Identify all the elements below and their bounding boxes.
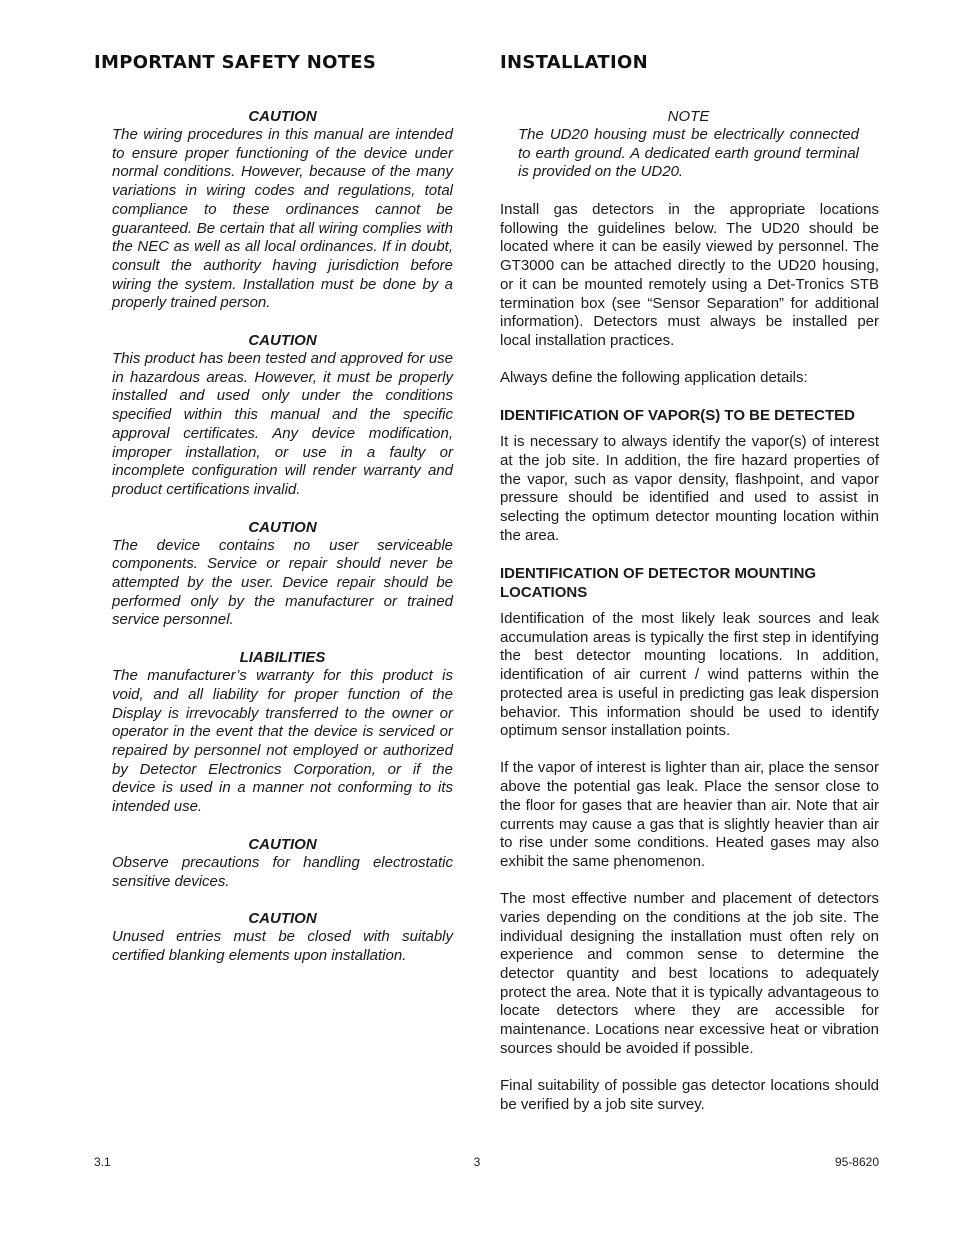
notice-title: CAUTION [248,835,317,853]
notice-liabilities [112,648,453,817]
safety-notices [112,107,453,984]
mounting-locations-heading: IDENTIFICATION OF DETECTOR MOUNTING LOCATIONS [500,565,817,602]
footer-page-number: 3 [473,1155,481,1169]
vapor-identification-paragraph: It is necessary to always identify the vapor(s) of interest at the job site. In addition, the fire hazard properties of the vapor, such as vapor density, flashpoint, and vapor pressure should be identified and used to assist in selecting the optimum detector mounting location within the area. [500,433,879,544]
notice-text: The wiring procedures in this manual are intended to ensure proper functioning of the device under normal conditions. However, because of the many variations in wiring codes and regulations, total compliance to these ordinances cannot be guaranteed. Be certain that all wiring complies with the NEC as well as all local ordinances. If in doubt, consult the authority having jurisdiction before wiring the system. Installation must be done by a properly trained person. [112,126,453,312]
notice-caution-unused-entries [112,909,453,965]
notice-title: LIABILITIES [239,649,326,667]
notice-text: The device contains no user serviceable components. Service or repair should never be attempted by the user. Device repair should be performed only by the manufacturer or trained service personnel. [112,536,453,629]
note-title: NOTE [667,108,710,125]
installation-body [500,201,879,1133]
notice-title: CAUTION [248,332,317,350]
notice-caution-wiring [112,107,453,313]
safety-notes-heading: IMPORTANT SAFETY NOTES [94,52,377,73]
notice-caution-hazardous-areas [112,331,453,500]
notice-text: This product has been tested and approved for use in hazardous areas. However, it must be properly installed and used only under the conditions specified within this manual and the specific approval certificates. Any device modification, improper installation, or use in a faulty or incomplete configuration will render warranty and product certifications invalid. [112,350,453,498]
notice-title: CAUTION [248,910,317,928]
notice-text: The manufacturer’s warranty for this product is void, and all liability for proper function of the Display is irrevocably transferred to the owner or operator in the event that the device is serviced or repaired by personnel not employed or authorized by Detector Electronics Corporation, or if the device is used in a manner not conforming to its intended use. [112,667,453,816]
notice-text: Unused entries must be closed with suitably certified blanking elements upon installation. [112,928,453,964]
notice-caution-electrostatic [112,835,453,891]
installation-heading: INSTALLATION [500,52,648,73]
footer-document-number: 95-8620 [834,1155,879,1169]
note-text: The UD20 housing must be electrically connected to earth ground. A dedicated earth ground terminal is provided on the UD20. [518,126,859,181]
footer-revision: 3.1 [94,1155,111,1169]
vapor-identification-heading: IDENTIFICATION OF VAPOR(S) TO BE DETECTED [500,407,856,425]
mounting-locations-paragraph: Identification of the most likely leak sources and leak accumulation areas is typically the first step in identifying the best detector mounting locations. In addition, identification of air current / wind patterns within the protected area is useful in predicting gas leak dispersion behavior. This information should be used to identify optimum sensor installation points. [500,610,879,740]
mounting-locations-paragraph: If the vapor of interest is lighter than air, place the sensor above the potential gas leak. Place the sensor close to the floor for gases that are heavier than air. Note that air currents may cause a gas that is slightly heavier than air to rise under some conditions. Heated gases may also exhibit the same phenomenon. [500,759,879,870]
notice-caution-service [112,518,453,631]
intro-paragraph: Always define the following application details: [500,369,808,387]
mounting-locations-paragraph: Final suitability of possible gas detector locations should be verified by a job site survey. [500,1077,879,1113]
notice-title: CAUTION [248,108,317,125]
notice-text: Observe precautions for handling electrostatic sensitive devices. [112,853,453,890]
ground-note [518,107,859,182]
notice-title: CAUTION [248,518,317,536]
intro-paragraph: Install gas detectors in the appropriate locations following the guidelines below. The UD20 should be located where it can be easily viewed by personnel. The GT3000 can be attached directly to the UD20 housing, or it can be mounted remotely using a Det-Tronics STB termination box (see “Sensor Separation” for additional information). Detectors must always be installed per local installation practices. [500,201,879,349]
mounting-locations-paragraph: The most effective number and placement of detectors varies depending on the conditions at the job site. The individual designing the installation must often rely on experience and common sense to determine the detector quantity and best locations to adequately protect the area. Note that it is typically advantageous to locate detectors where they are accessible for maintenance. Locations near excessive heat or vibration sources should be avoided if possible. [500,890,879,1057]
